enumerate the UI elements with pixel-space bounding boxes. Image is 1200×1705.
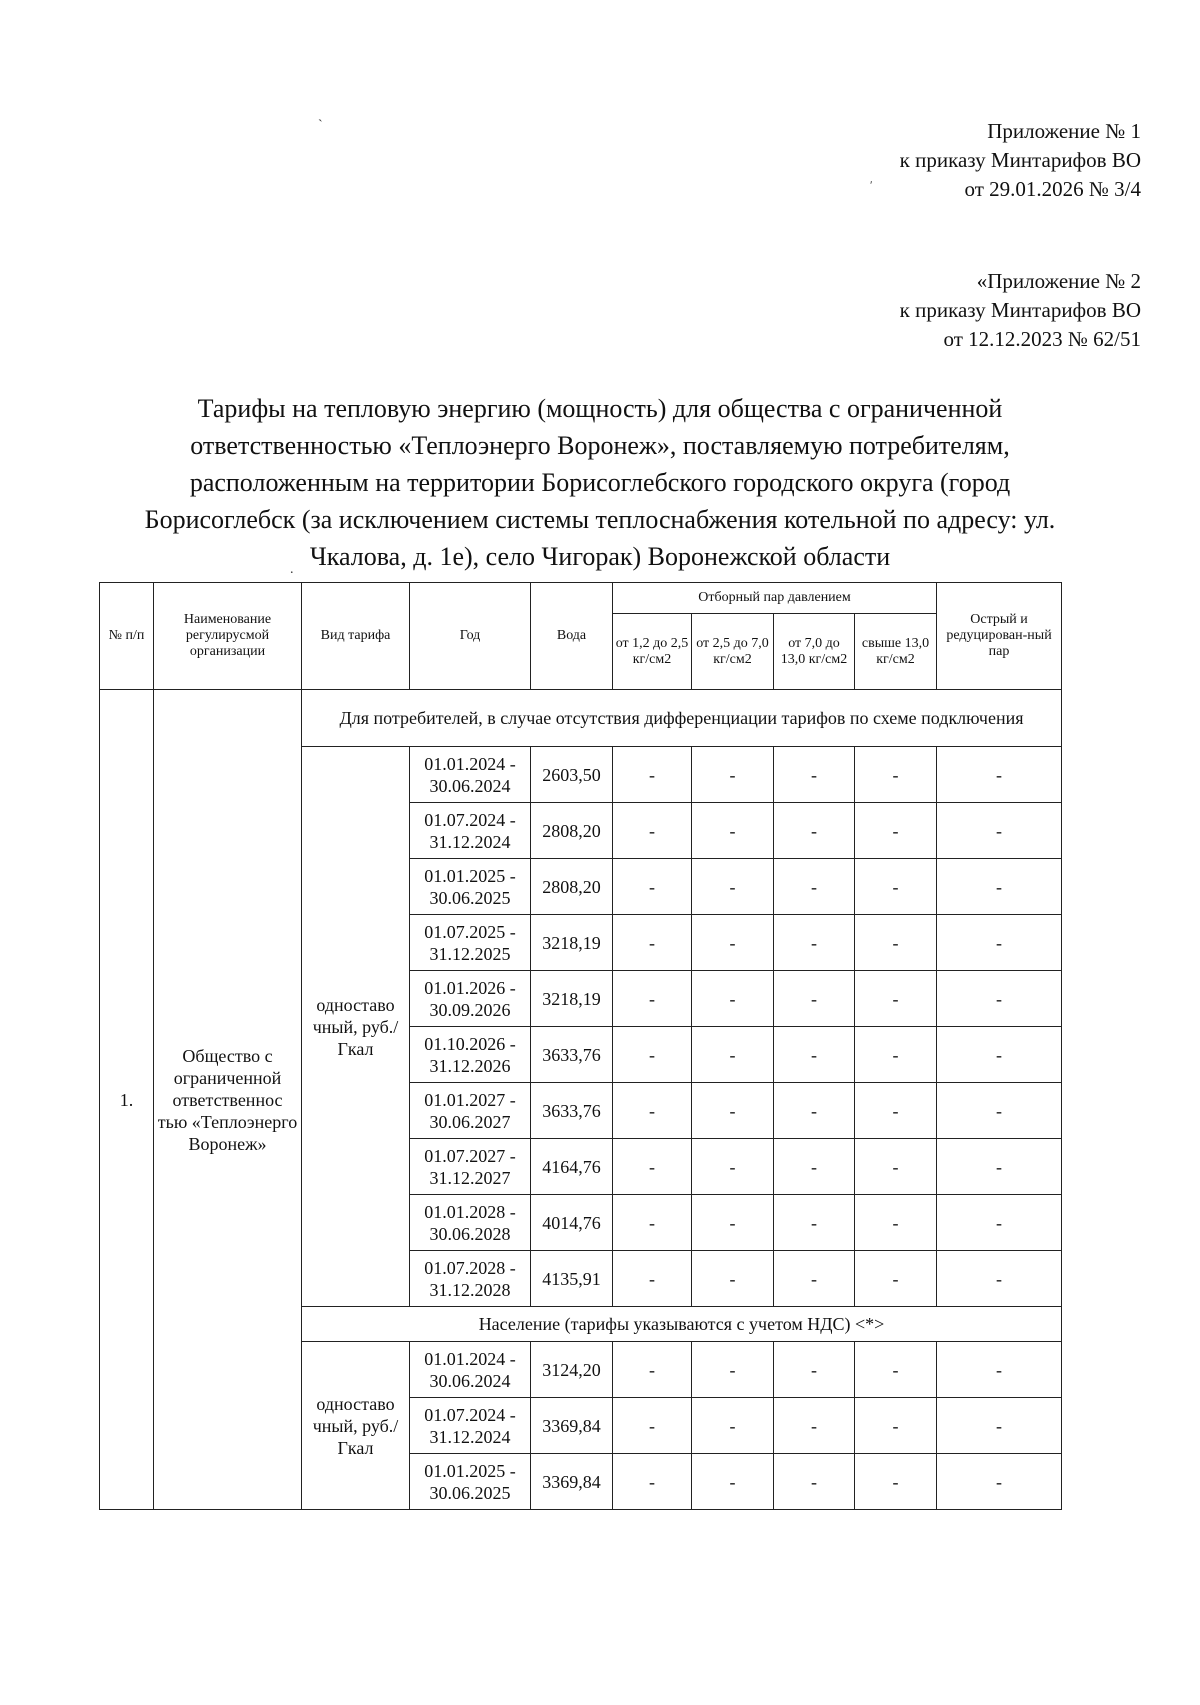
steam-tariff: - [613, 1398, 692, 1454]
live-steam-tariff: - [937, 859, 1062, 915]
tariff-period: 01.07.2027 - 31.12.2027 [410, 1139, 531, 1195]
steam-tariff: - [613, 915, 692, 971]
steam-tariff: - [774, 1398, 855, 1454]
tariff-period: 01.01.2028 - 30.06.2028 [410, 1195, 531, 1251]
steam-tariff: - [692, 1139, 774, 1195]
steam-tariff: - [613, 1027, 692, 1083]
steam-tariff: - [774, 1083, 855, 1139]
steam-tariff: - [855, 1398, 937, 1454]
order-reference: к приказу Минтарифов ВО [899, 298, 1141, 322]
steam-tariff: - [692, 915, 774, 971]
live-steam-tariff: - [937, 1027, 1062, 1083]
tariff-type: одноставо чный, руб./Гкал [302, 747, 410, 1307]
water-tariff: 4164,76 [531, 1139, 613, 1195]
steam-tariff: - [692, 1342, 774, 1398]
steam-tariff: - [774, 1027, 855, 1083]
header-num: № п/п [100, 583, 154, 690]
steam-tariff: - [692, 971, 774, 1027]
appendix-number: Приложение № 1 [987, 119, 1141, 143]
steam-tariff: - [855, 915, 937, 971]
tariff-table [99, 582, 1062, 1510]
tariff-period: 01.01.2024 - 30.06.2024 [410, 747, 531, 803]
steam-tariff: - [855, 1195, 937, 1251]
header-steam-4: свыше 13,0 кг/см2 [855, 614, 937, 690]
appendix-number: «Приложение № 2 [976, 269, 1141, 293]
steam-tariff: - [774, 1251, 855, 1307]
order-date: от 12.12.2023 № 62/51 [943, 327, 1141, 351]
order-reference: к приказу Минтарифов ВО [899, 148, 1141, 172]
header-type: Вид тарифа [302, 583, 410, 690]
live-steam-tariff: - [937, 915, 1062, 971]
steam-tariff: - [613, 859, 692, 915]
steam-tariff: - [774, 747, 855, 803]
steam-tariff: - [855, 859, 937, 915]
header-steam-1: от 1,2 до 2,5 кг/см2 [613, 614, 692, 690]
group-title: Для потребителей, в случае отсутствия дифференциации тарифов по схеме подключения [302, 690, 1062, 747]
header-steam-3: от 7,0 до 13,0 кг/см2 [774, 614, 855, 690]
appendix-header-2 [900, 267, 1141, 354]
live-steam-tariff: - [937, 1454, 1062, 1510]
steam-tariff: - [692, 1083, 774, 1139]
water-tariff: 3369,84 [531, 1398, 613, 1454]
title-line: расположенным на территории Борисоглебского городского округа (город [189, 468, 1011, 497]
tariff-period: 01.10.2026 - 31.12.2026 [410, 1027, 531, 1083]
live-steam-tariff: - [937, 747, 1062, 803]
water-tariff: 3218,19 [531, 971, 613, 1027]
steam-tariff: - [613, 803, 692, 859]
steam-tariff: - [692, 1398, 774, 1454]
appendix-header-1 [900, 117, 1141, 204]
steam-tariff: - [692, 803, 774, 859]
steam-tariff: - [855, 1083, 937, 1139]
steam-tariff: - [692, 1027, 774, 1083]
document-title [100, 390, 1100, 575]
scan-mark: ` [318, 118, 323, 133]
water-tariff: 4014,76 [531, 1195, 613, 1251]
live-steam-tariff: - [937, 1342, 1062, 1398]
live-steam-tariff: - [937, 1398, 1062, 1454]
tariff-type: одноставо чный, руб./Гкал [302, 1342, 410, 1510]
live-steam-tariff: - [937, 1139, 1062, 1195]
water-tariff: 2603,50 [531, 747, 613, 803]
tariff-period: 01.07.2028 - 31.12.2028 [410, 1251, 531, 1307]
steam-tariff: - [692, 859, 774, 915]
steam-tariff: - [613, 747, 692, 803]
steam-tariff: - [692, 1454, 774, 1510]
steam-tariff: - [613, 1454, 692, 1510]
live-steam-tariff: - [937, 971, 1062, 1027]
scan-mark: . [290, 562, 294, 577]
steam-tariff: - [613, 1195, 692, 1251]
steam-tariff: - [774, 1454, 855, 1510]
tariff-period: 01.01.2027 - 30.06.2027 [410, 1083, 531, 1139]
organization-name: Общество с ограниченной ответственнос тью «Теплоэнерго Воронеж» [154, 690, 302, 1510]
steam-tariff: - [774, 915, 855, 971]
water-tariff: 3218,19 [531, 915, 613, 971]
steam-tariff: - [855, 747, 937, 803]
header-steam-group: Отборный пар давлением [613, 583, 937, 614]
steam-tariff: - [855, 971, 937, 1027]
steam-tariff: - [855, 1139, 937, 1195]
steam-tariff: - [692, 1195, 774, 1251]
water-tariff: 2808,20 [531, 803, 613, 859]
header-org: Наименование регулирусмой организации [154, 583, 302, 690]
tariff-period: 01.01.2025 - 30.06.2025 [410, 1454, 531, 1510]
steam-tariff: - [855, 1251, 937, 1307]
tariff-period: 01.01.2025 - 30.06.2025 [410, 859, 531, 915]
steam-tariff: - [774, 859, 855, 915]
title-line: Тарифы на тепловую энергию (мощность) для общества с ограниченной [197, 394, 1003, 423]
steam-tariff: - [613, 1139, 692, 1195]
group-title-row [100, 690, 1062, 747]
header-row [100, 583, 1062, 614]
live-steam-tariff: - [937, 1083, 1062, 1139]
tariff-period: 01.07.2024 - 31.12.2024 [410, 803, 531, 859]
title-line: ответственностью «Теплоэнерго Воронеж», поставляемую потребителям, [190, 431, 1010, 460]
steam-tariff: - [855, 1342, 937, 1398]
title-line: Чкалова, д. 1е), село Чигорак) Воронежской области [309, 542, 891, 571]
header-year: Год [410, 583, 531, 690]
scan-mark: ʹ [870, 178, 873, 192]
live-steam-tariff: - [937, 803, 1062, 859]
row-number: 1. [100, 690, 154, 1510]
water-tariff: 3369,84 [531, 1454, 613, 1510]
water-tariff: 2808,20 [531, 859, 613, 915]
water-tariff: 4135,91 [531, 1251, 613, 1307]
steam-tariff: - [774, 1139, 855, 1195]
title-line: Борисоглебск (за исключением системы теплоснабжения котельной по адресу: ул. [144, 505, 1056, 534]
steam-tariff: - [692, 747, 774, 803]
steam-tariff: - [613, 971, 692, 1027]
header-live-steam: Острый и редуцирован-ный пар [937, 583, 1062, 690]
steam-tariff: - [613, 1342, 692, 1398]
steam-tariff: - [774, 1195, 855, 1251]
tariff-period: 01.01.2026 - 30.09.2026 [410, 971, 531, 1027]
water-tariff: 3633,76 [531, 1083, 613, 1139]
steam-tariff: - [855, 803, 937, 859]
steam-tariff: - [774, 803, 855, 859]
header-steam-2: от 2,5 до 7,0 кг/см2 [692, 614, 774, 690]
live-steam-tariff: - [937, 1195, 1062, 1251]
tariff-period: 01.07.2024 - 31.12.2024 [410, 1398, 531, 1454]
steam-tariff: - [855, 1454, 937, 1510]
order-date: от 29.01.2026 № 3/4 [964, 177, 1141, 201]
water-tariff: 3124,20 [531, 1342, 613, 1398]
steam-tariff: - [692, 1251, 774, 1307]
steam-tariff: - [613, 1251, 692, 1307]
steam-tariff: - [855, 1027, 937, 1083]
tariff-period: 01.07.2025 - 31.12.2025 [410, 915, 531, 971]
water-tariff: 3633,76 [531, 1027, 613, 1083]
header-water: Вода [531, 583, 613, 690]
live-steam-tariff: - [937, 1251, 1062, 1307]
steam-tariff: - [774, 1342, 855, 1398]
steam-tariff: - [774, 971, 855, 1027]
tariff-period: 01.01.2024 - 30.06.2024 [410, 1342, 531, 1398]
group-title: Население (тарифы указываются с учетом НДС) <*> [302, 1307, 1062, 1342]
steam-tariff: - [613, 1083, 692, 1139]
